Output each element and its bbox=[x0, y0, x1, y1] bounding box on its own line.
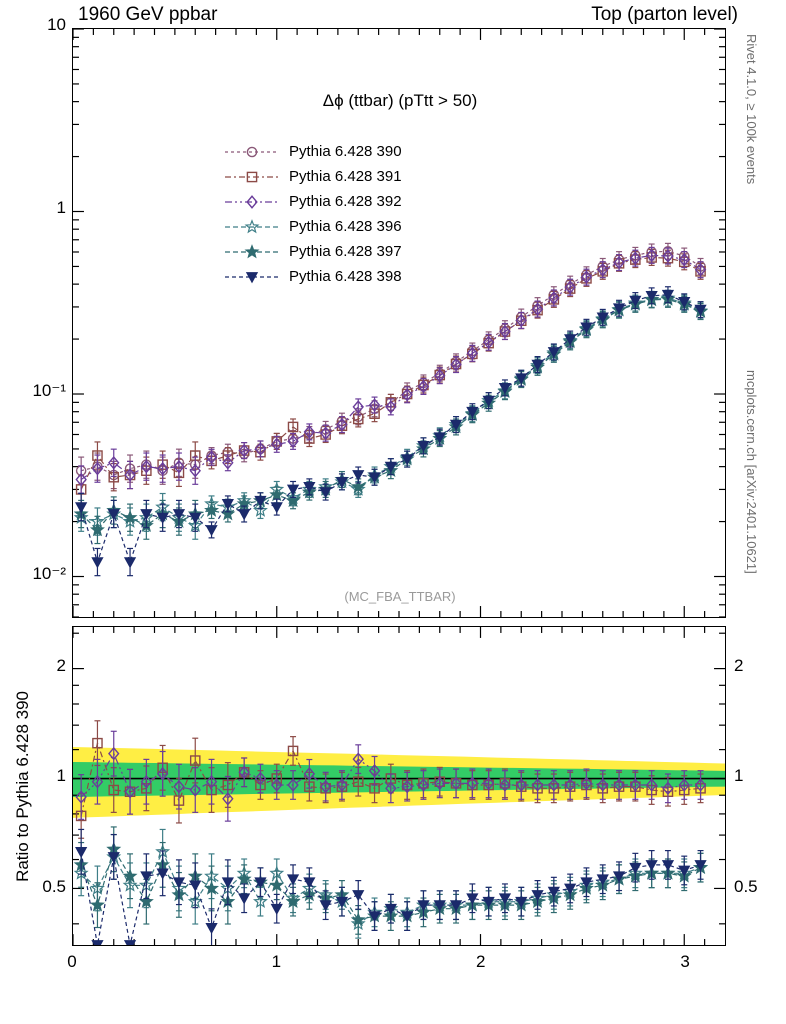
main-y-tick-label: 10⁻¹ bbox=[32, 381, 66, 401]
rivet-version-caption: Rivet 4.1.0, ≥ 100k events bbox=[744, 34, 759, 185]
ratio-y-tick-label-left: 1 bbox=[56, 766, 66, 786]
plot-title: Δϕ (ttbar) (pTtt > 50) bbox=[322, 91, 478, 110]
header-right-label: Top (parton level) bbox=[591, 4, 738, 25]
legend-label: Pythia 6.428 398 bbox=[289, 268, 402, 285]
x-tick-label: 0 bbox=[67, 952, 77, 971]
legend-marker-star-filled bbox=[223, 242, 281, 262]
legend-marker-star-open bbox=[223, 217, 281, 237]
legend-marker-square-open bbox=[223, 167, 281, 187]
main-plot-svg bbox=[73, 29, 725, 617]
legend-item bbox=[223, 164, 402, 189]
legend-item bbox=[223, 239, 402, 264]
x-tick-label: 2 bbox=[476, 952, 486, 971]
ratio-y-tick-label-left: 0.5 bbox=[42, 877, 66, 897]
main-y-tick-label: 1 bbox=[56, 198, 66, 218]
ratio-y-tick-label-right: 0.5 bbox=[734, 877, 758, 897]
ratio-y-axis-label-text: Ratio to Pythia 6.428 390 bbox=[13, 690, 32, 882]
legend-label: Pythia 6.428 391 bbox=[289, 168, 402, 185]
header-left-label: 1960 GeV ppbar bbox=[78, 4, 218, 25]
legend-label: Pythia 6.428 392 bbox=[289, 193, 402, 210]
legend-label: Pythia 6.428 397 bbox=[289, 243, 402, 260]
legend-label: Pythia 6.428 390 bbox=[289, 143, 402, 160]
legend-marker-triangle-down-filled bbox=[223, 267, 281, 287]
ratio-plot-svg bbox=[73, 627, 725, 945]
legend-item bbox=[223, 189, 402, 214]
legend-item bbox=[223, 214, 402, 239]
ratio-y-tick-label-right: 1 bbox=[734, 766, 744, 786]
ratio-y-tick-label-right: 2 bbox=[734, 655, 744, 675]
legend-item bbox=[223, 139, 402, 164]
legend-marker-diamond-open bbox=[223, 192, 281, 212]
legend-label: Pythia 6.428 396 bbox=[289, 218, 402, 235]
x-tick-label: 3 bbox=[680, 952, 690, 971]
legend-marker-circle-open bbox=[223, 142, 281, 162]
ratio-plot-panel bbox=[72, 626, 726, 946]
legend-item bbox=[223, 264, 402, 289]
legend bbox=[223, 139, 402, 289]
analysis-watermark: (MC_FBA_TTBAR) bbox=[344, 589, 456, 604]
main-y-tick-label: 10 bbox=[47, 15, 66, 34]
main-plot-panel bbox=[72, 28, 726, 618]
x-tick-label: 1 bbox=[271, 952, 282, 971]
ratio-y-tick-label-left: 2 bbox=[56, 655, 66, 675]
main-y-tick-label: 10⁻² bbox=[32, 564, 66, 584]
source-caption: mcplots.cern.ch [arXiv:2401.10621] bbox=[744, 370, 759, 574]
